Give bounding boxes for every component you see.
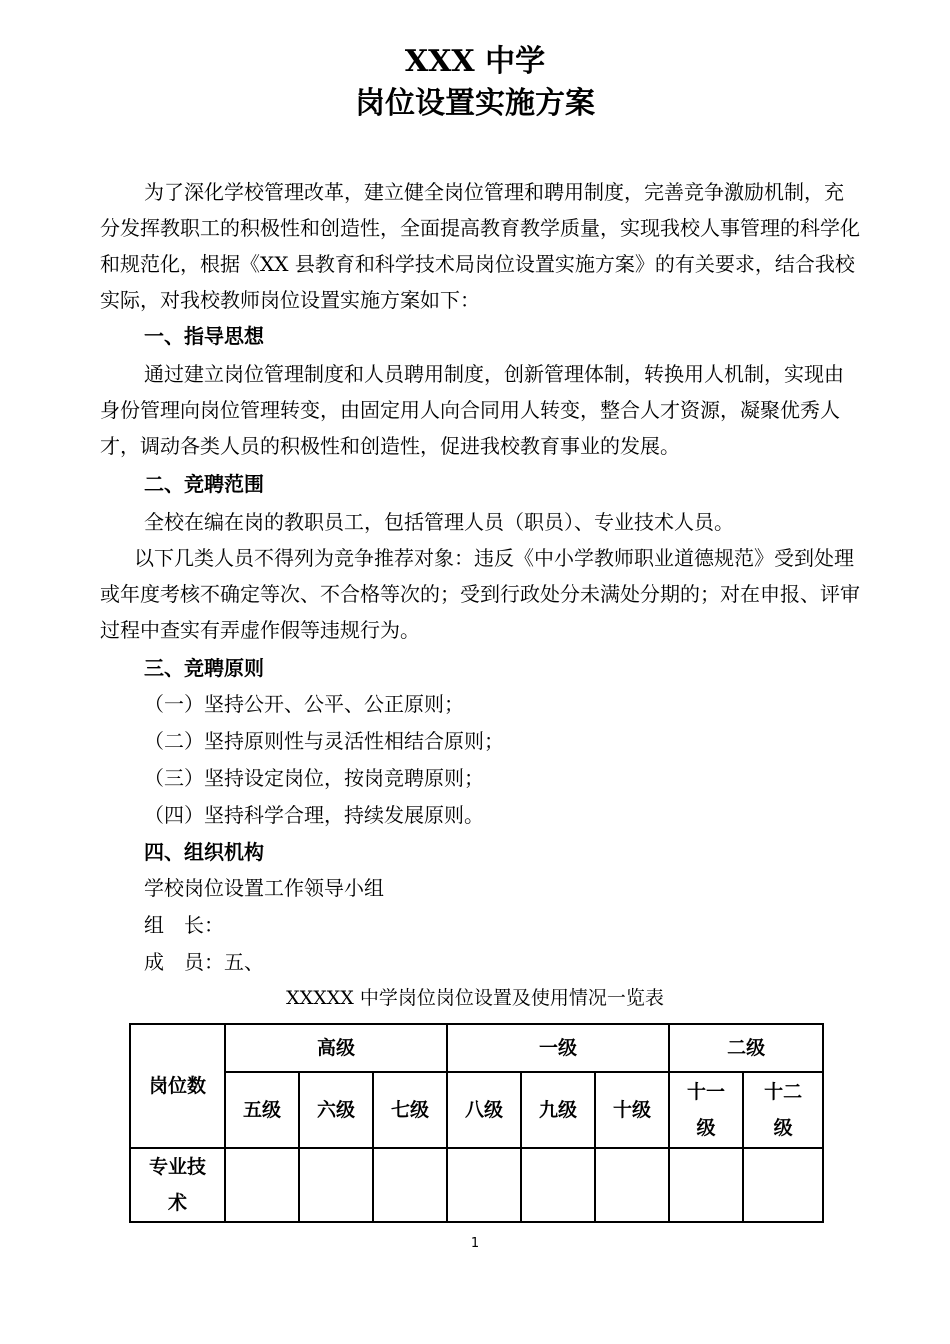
org-members-line: 成 员：五、 [144,950,264,974]
doc-title-line2: 岗位设置实施方案 [355,86,595,121]
principle-item-4: （四）坚持科学合理，持续发展原则。 [144,803,484,827]
section-2-heading: 二、竞聘范围 [144,472,264,496]
section-1-body: 通过建立岗位管理制度和人员聘用制度，创新管理体制，转换用人机制，实现由身份管理向岗位管理转变，由固定用人向合同用人转变，整合人才资源，凝聚优秀人才，调动各类人员的积极性和创造性，促进我校教育事业的发展。 [100,362,844,458]
table-cell-empty [595,1148,669,1222]
section-4-heading: 四、组织机构 [144,840,264,864]
level-cell: 五级 [225,1072,299,1148]
section-2-body-1: 全校在编在岗的教职员工，包括管理人员（职员）、专业技术人员。 [144,510,734,534]
row-label-professional: 专业技术 [130,1148,225,1222]
section-1-heading: 一、指导思想 [144,324,264,348]
level-cell: 六级 [299,1072,373,1148]
group-senior: 高级 [225,1024,447,1072]
table-caption: XXXXX 中学岗位岗位设置及使用情况一览表 [286,987,664,1009]
section-2-body-2: 以下几类人员不得列为竞争推荐对象：违反《中小学教师职业道德规范》受到处理或年度考核不确定等次、不合格等次的；受到行政处分未满处分期的；对在申报、评审过程中查实有弄虚作假等违规行为。 [100,546,860,642]
org-leader-line: 组 长： [144,913,224,937]
level-cell: 十一级 [669,1072,743,1148]
principle-item-2: （二）坚持原则性与灵活性相结合原则； [144,729,504,753]
group-second: 二级 [669,1024,823,1072]
level-cell: 七级 [373,1072,447,1148]
org-group-line: 学校岗位设置工作领导小组 [144,876,384,900]
level-cell: 九级 [521,1072,595,1148]
page-number: 1 [470,1236,480,1251]
level-cell: 十级 [595,1072,669,1148]
group-first: 一级 [447,1024,669,1072]
section-3-heading: 三、竞聘原则 [144,656,264,680]
level-cell: 十二级 [743,1072,823,1148]
table-cell-empty [447,1148,521,1222]
table-corner-cell: 岗位数 [130,1024,225,1148]
table-cell-empty [521,1148,595,1222]
doc-title-line1: XXX 中学 [404,44,546,79]
table-cell-empty [743,1148,823,1222]
table-cell-empty [669,1148,743,1222]
post-table [129,1023,824,1223]
intro-paragraph: 为了深化学校管理改革，建立健全岗位管理和聘用制度，完善竞争激励机制，充分发挥教职工的积极性和创造性，全面提高教育教学质量，实现我校人事管理的科学化和规范化，根据《XX 县教育和科学技术局岗位设置实施方案》的有关要求，结合我校实际，对我校教师岗位设置实施方案如下： [100,180,860,312]
principle-item-3: （三）坚持设定岗位，按岗竞聘原则； [144,766,484,790]
table-cell-empty [225,1148,299,1222]
table-cell-empty [299,1148,373,1222]
table-cell-empty [373,1148,447,1222]
principle-item-1: （一）坚持公开、公平、公正原则； [144,692,464,716]
level-cell: 八级 [447,1072,521,1148]
